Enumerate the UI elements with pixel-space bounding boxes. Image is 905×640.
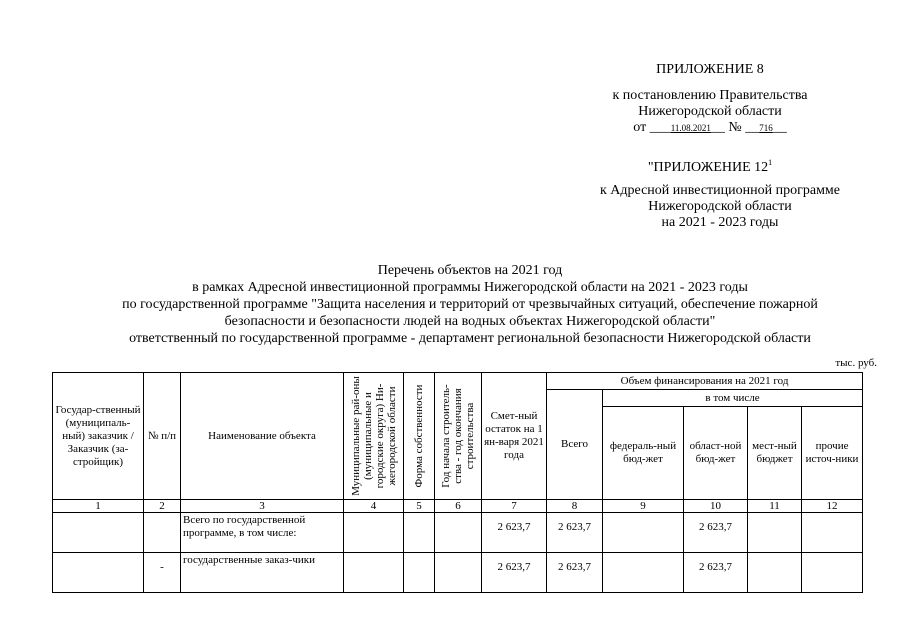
header-local: мест-ный бюджет [748, 407, 802, 500]
cell-object: государственные заказ-чики [181, 553, 344, 593]
cell-total: 2 623,7 [547, 513, 603, 553]
cell-federal [603, 553, 684, 593]
program-line-2: Нижегородской области [648, 199, 792, 214]
header-federal: федераль-ный бюд-жет [603, 407, 684, 500]
header-municipal-text: Муниципальные рай-оны (муниципальные и городские округа) Ни-жегородской области [349, 376, 398, 496]
col-number: 1 [53, 500, 144, 513]
col-number: 4 [344, 500, 404, 513]
header-form-text: Форма собственности [413, 384, 425, 488]
cell-municipal [344, 553, 404, 593]
cell-num [144, 513, 181, 553]
header-object: Наименование объекта [181, 373, 344, 500]
appendix-12-text: "ПРИЛОЖЕНИЕ 12 [647, 160, 769, 175]
header-remainder: Смет-ный остаток на 1 ян-варя 2021 года [482, 373, 547, 500]
cell-other [802, 553, 863, 593]
col-number: 7 [482, 500, 547, 513]
cell-regional: 2 623,7 [684, 553, 748, 593]
cell-regional: 2 623,7 [684, 513, 748, 553]
cell-form [404, 553, 435, 593]
header-customer: Государ-ственный (муниципаль-ный) заказчик / Заказчик (за-стройщик) [53, 373, 144, 500]
cell-remainder: 2 623,7 [482, 513, 547, 553]
appendix-8-heading: ПРИЛОЖЕНИЕ 8 [656, 62, 764, 77]
cell-years [435, 553, 482, 593]
header-num: № п/п [144, 373, 181, 500]
header-regional: област-ной бюд-жет [684, 407, 748, 500]
column-numbers-row [53, 500, 863, 513]
cell-municipal [344, 513, 404, 553]
col-number: 9 [603, 500, 684, 513]
program-line-1: к Адресной инвестиционной программе [599, 183, 841, 198]
decree-from-label: от [633, 120, 647, 135]
cell-local [748, 513, 802, 553]
col-number: 3 [181, 500, 344, 513]
cell-other [802, 513, 863, 553]
title-line-4: безопасности и безопасности людей на водных объектах Нижегородской области" [224, 314, 716, 329]
cell-customer [53, 513, 144, 553]
cell-total: 2 623,7 [547, 553, 603, 593]
header-including: в том числе [603, 390, 863, 407]
title-line-1: Перечень объектов на 2021 год [377, 263, 563, 278]
decree-date-row: от ___11.08.2021__ № __716__ [633, 120, 787, 135]
cell-federal [603, 513, 684, 553]
col-number: 8 [547, 500, 603, 513]
appendix-12-superscript: 1 [768, 158, 773, 167]
program-reference [570, 183, 870, 231]
title-line-2: в рамках Адресной инвестиционной программы Нижегородской области на 2021 - 2023 годы [192, 280, 748, 295]
table-row [53, 553, 863, 593]
col-number: 10 [684, 500, 748, 513]
title-line-3: по государственной программе "Защита населения и территорий от чрезвычайных ситуаций, обеспечение пожарной [122, 297, 818, 312]
title-line-5: ответственный по государственной программе - департамент региональной безопасности Нижегородской области [129, 331, 811, 346]
objects-table [52, 372, 863, 593]
col-number: 5 [404, 500, 435, 513]
col-number: 12 [802, 500, 863, 513]
decree-number-label: № [728, 120, 742, 135]
cell-customer [53, 553, 144, 593]
cell-local [748, 553, 802, 593]
header-years [435, 373, 482, 500]
header-years-text: Год начала строитель-ства - год окончания строительства [440, 384, 476, 488]
header-form [404, 373, 435, 500]
col-number: 2 [144, 500, 181, 513]
decree-line-2: Нижегородской области [638, 104, 782, 119]
header-financing: Объем финансирования на 2021 год [547, 373, 863, 390]
col-number: 6 [435, 500, 482, 513]
cell-object: Всего по государственной программе, в том числе: [181, 513, 344, 553]
program-line-3: на 2021 - 2023 годы [661, 215, 779, 230]
units-label: тыс. руб. [835, 357, 877, 369]
appendix-12-heading [610, 155, 810, 176]
col-number: 11 [748, 500, 802, 513]
cell-years [435, 513, 482, 553]
decree-date: 11.08.2021 [670, 123, 711, 133]
table-row [53, 513, 863, 553]
cell-num: - [144, 553, 181, 593]
decree-line-1: к постановлению Правительства [612, 88, 808, 103]
document-title [40, 262, 900, 347]
cell-form [404, 513, 435, 553]
cell-remainder: 2 623,7 [482, 553, 547, 593]
decree-reference [595, 88, 825, 136]
header-municipal [344, 373, 404, 500]
decree-number: 716 [759, 123, 773, 133]
header-total: Всего [547, 390, 603, 500]
header-other: прочие источ-ники [802, 407, 863, 500]
